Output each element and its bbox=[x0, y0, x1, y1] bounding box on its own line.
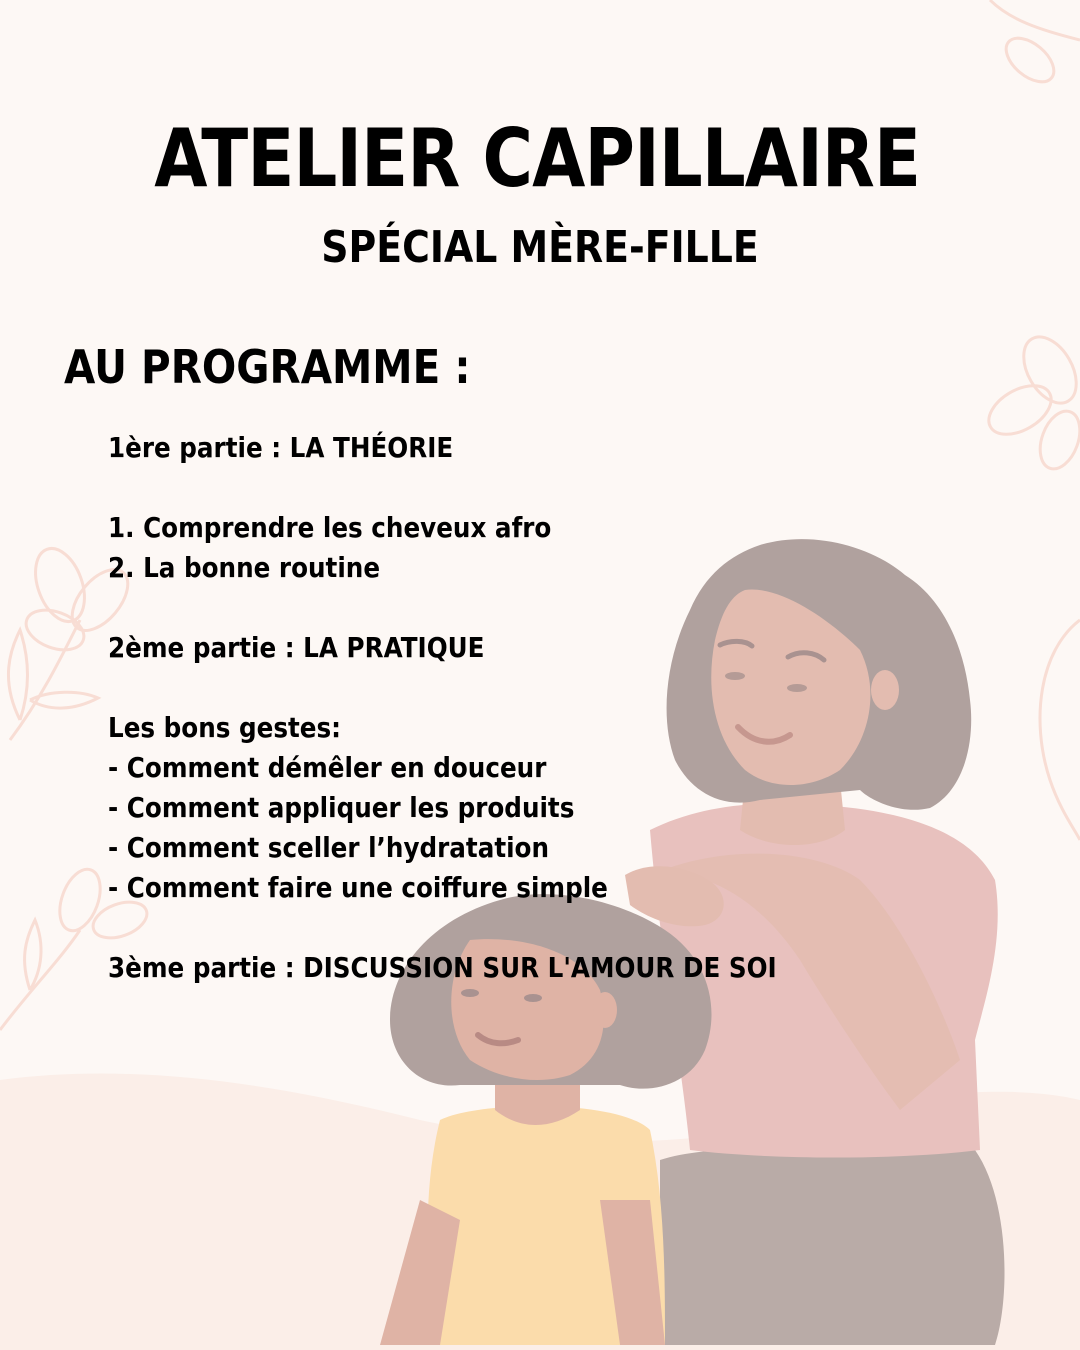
list-item: - Comment sceller l’hydratation bbox=[108, 831, 550, 864]
page-title: ATELIER CAPILLAIRE bbox=[154, 112, 921, 205]
part2-label: 2ème partie : LA PRATIQUE bbox=[108, 631, 485, 664]
list-item: - Comment faire une coiffure simple bbox=[108, 871, 608, 904]
page-subtitle: SPÉCIAL MÈRE-FILLE bbox=[321, 222, 759, 273]
list-item: - Comment appliquer les produits bbox=[108, 791, 575, 824]
program-list bbox=[108, 428, 777, 988]
program-heading: AU PROGRAMME : bbox=[64, 340, 471, 394]
list-item: 2. La bonne routine bbox=[108, 551, 381, 584]
part2-intro: Les bons gestes: bbox=[108, 711, 342, 744]
mother-pants bbox=[660, 1148, 1005, 1346]
list-item: - Comment démêler en douceur bbox=[108, 751, 547, 784]
part1-label: 1ère partie : LA THÉORIE bbox=[108, 431, 454, 464]
list-item: 1. Comprendre les cheveux afro bbox=[108, 511, 552, 544]
part3-label: 3ème partie : DISCUSSION SUR L'AMOUR DE SOI bbox=[108, 951, 777, 984]
